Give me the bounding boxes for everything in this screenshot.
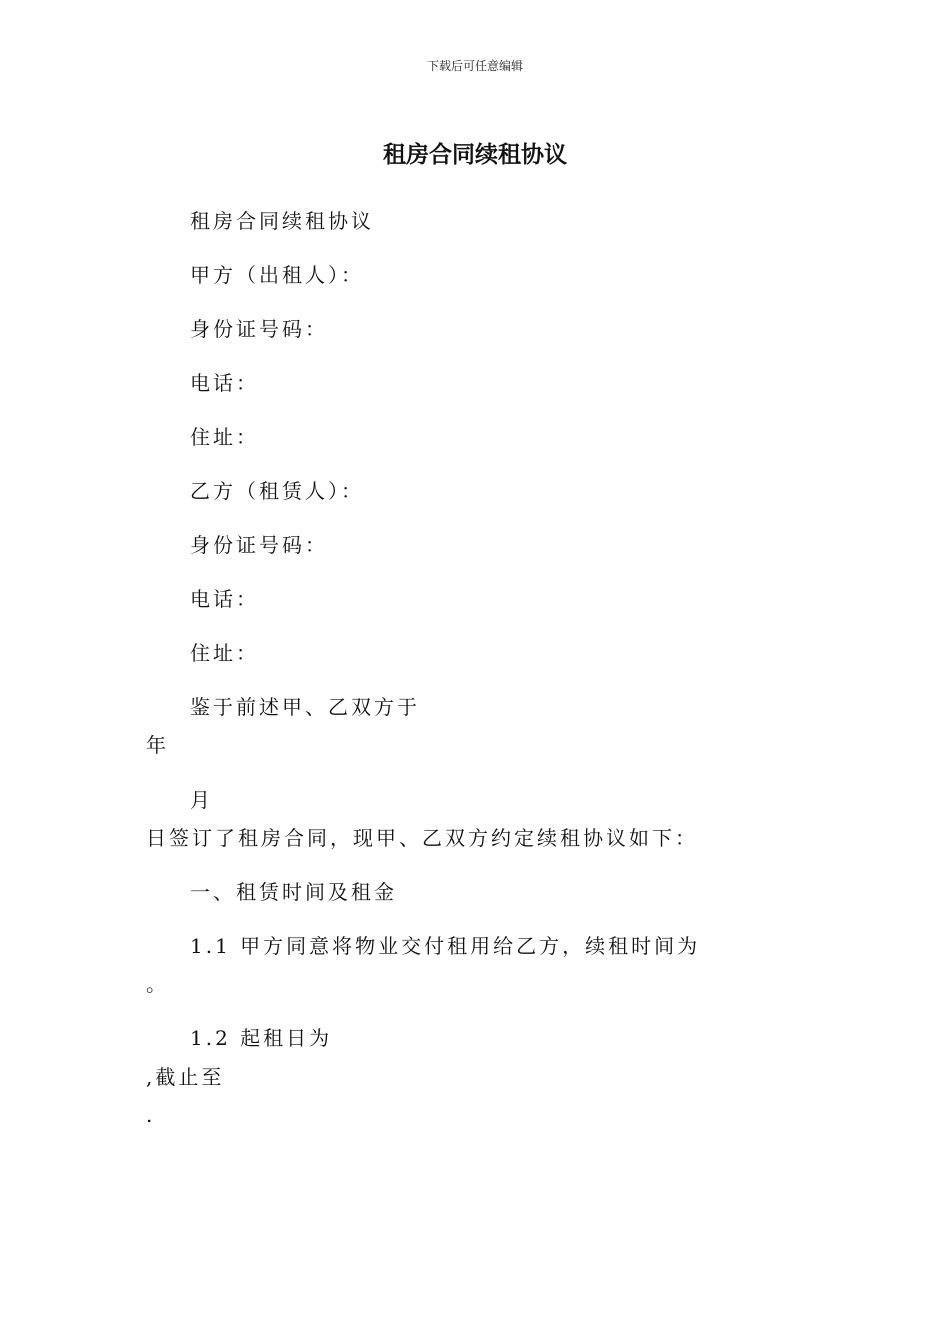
clause-1-2-mid-line: ,截止至	[146, 1065, 225, 1089]
clause-1-1-end-line: 。	[146, 972, 169, 996]
clause-1-2-line: 1.2 起租日为	[190, 1026, 333, 1050]
party-b-line: 乙方（租赁人）：	[190, 479, 364, 503]
party-b-phone-line: 电话：	[190, 587, 259, 611]
party-a-id-line: 身份证号码：	[190, 317, 328, 341]
recital-month-line: 月	[190, 788, 213, 812]
party-a-phone-line: 电话：	[190, 371, 259, 395]
party-a-address-line: 住址：	[190, 425, 259, 449]
party-a-line: 甲方（出租人）：	[190, 263, 364, 287]
recital-year-line: 年	[146, 733, 169, 757]
header-note: 下载后可任意编辑	[426, 59, 523, 73]
party-b-address-line: 住址：	[190, 641, 259, 665]
party-b-id-line: 身份证号码：	[190, 533, 328, 557]
section-1-heading: 一、租赁时间及租金	[190, 880, 397, 904]
recital-start-line: 鉴于前述甲、乙双方于	[190, 695, 420, 719]
recital-end-line: 日签订了租房合同，现甲、乙双方约定续租协议如下：	[146, 826, 698, 850]
document-title: 租房合同续租协议	[383, 142, 567, 168]
subtitle-line: 租房合同续租协议	[190, 209, 374, 233]
clause-1-1-line: 1.1 甲方同意将物业交付租用给乙方，续租时间为	[190, 934, 701, 958]
clause-1-2-end-line: .	[146, 1103, 156, 1127]
